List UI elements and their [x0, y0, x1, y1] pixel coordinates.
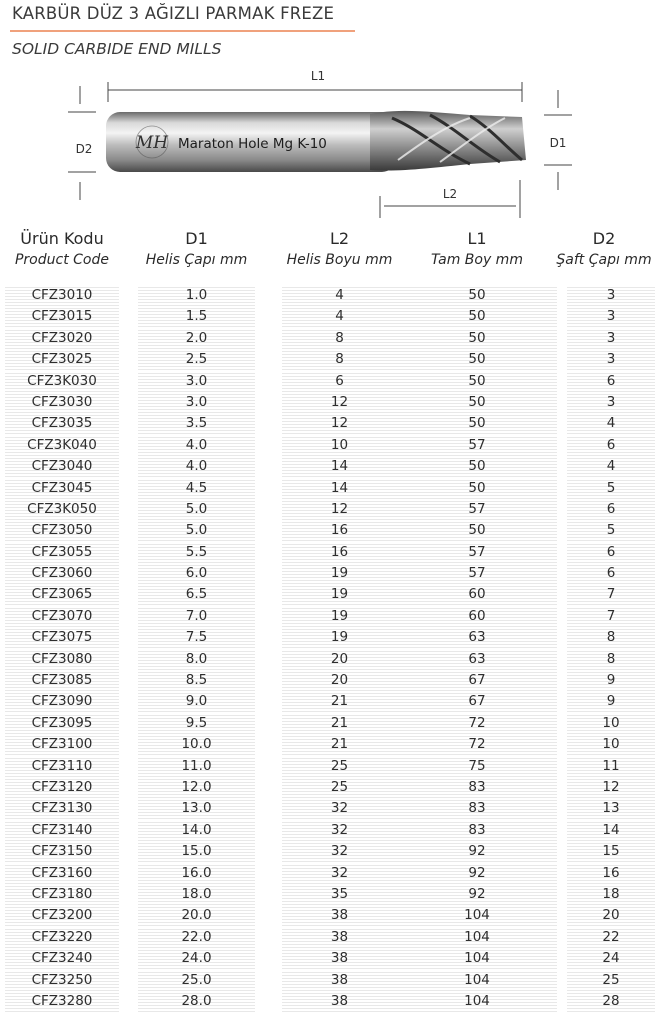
l1-cell: 50: [397, 520, 557, 541]
table-row: [0, 413, 655, 434]
d2-cell: 10: [567, 734, 655, 755]
product-code-cell: CFZ3100: [5, 734, 119, 755]
l2-cell: 8: [282, 349, 397, 370]
l1-cell: 92: [397, 884, 557, 905]
product-code-cell: CFZ3K050: [5, 499, 119, 520]
l1-cell: 50: [397, 328, 557, 349]
product-code-cell: CFZ3055: [5, 542, 119, 563]
l1-cell: 50: [397, 456, 557, 477]
d1-cell: 24.0: [138, 948, 255, 969]
table-row: [0, 285, 655, 306]
d1-cell: 4.0: [138, 435, 255, 456]
l1-cell: 104: [397, 905, 557, 926]
product-code-cell: CFZ3040: [5, 456, 119, 477]
d2-cell: 28: [567, 991, 655, 1012]
product-code-cell: CFZ3200: [5, 905, 119, 926]
d1-cell: 5.0: [138, 520, 255, 541]
d2-cell: 3: [567, 392, 655, 413]
d1-cell: 3.0: [138, 371, 255, 392]
table-row: [0, 905, 655, 926]
l2-cell: 19: [282, 563, 397, 584]
d2-cell: 3: [567, 328, 655, 349]
l2-cell: 25: [282, 777, 397, 798]
table-row: [0, 606, 655, 627]
l2-cell: 12: [282, 392, 397, 413]
l2-cell: 38: [282, 905, 397, 926]
d1-cell: 7.0: [138, 606, 255, 627]
d1-cell: 16.0: [138, 863, 255, 884]
d1-cell: 2.5: [138, 349, 255, 370]
product-code-cell: CFZ3085: [5, 670, 119, 691]
l1-label: L1: [310, 69, 326, 83]
d1-cell: 1.0: [138, 285, 255, 306]
end-mill-diagram: [0, 60, 655, 230]
d2-cell: 7: [567, 584, 655, 605]
l1-cell: 63: [397, 649, 557, 670]
table-row: [0, 563, 655, 584]
table-row: [0, 499, 655, 520]
l2-cell: 35: [282, 884, 397, 905]
d2-cell: 5: [567, 520, 655, 541]
l2-cell: 14: [282, 456, 397, 477]
product-code-cell: CFZ3120: [5, 777, 119, 798]
l1-cell: 72: [397, 713, 557, 734]
d1-cell: 15.0: [138, 841, 255, 862]
l2-cell: 21: [282, 713, 397, 734]
d2-cell: 3: [567, 349, 655, 370]
table-row: [0, 456, 655, 477]
l1-cell: 60: [397, 584, 557, 605]
d2-cell: 3: [567, 306, 655, 327]
l2-cell: 14: [282, 478, 397, 499]
product-code-cell: CFZ3110: [5, 756, 119, 777]
product-code-cell: CFZ3045: [5, 478, 119, 499]
product-code-cell: CFZ3250: [5, 970, 119, 991]
l2-cell: 32: [282, 798, 397, 819]
page-subtitle: SOLID CARBIDE END MILLS: [12, 40, 222, 58]
d2-cell: 6: [567, 563, 655, 584]
l1-cell: 57: [397, 435, 557, 456]
product-code-cell: CFZ3035: [5, 413, 119, 434]
d2-cell: 13: [567, 798, 655, 819]
d2-cell: 6: [567, 371, 655, 392]
table-row: [0, 927, 655, 948]
table-row: [0, 691, 655, 712]
l2-cell: 38: [282, 970, 397, 991]
l1-cell: 57: [397, 563, 557, 584]
d1-cell: 3.0: [138, 392, 255, 413]
d2-cell: 3: [567, 285, 655, 306]
d2-cell: 18: [567, 884, 655, 905]
table-row: [0, 777, 655, 798]
title-underline: [10, 30, 355, 32]
l1-cell: 72: [397, 734, 557, 755]
table-row: [0, 713, 655, 734]
d1-cell: 12.0: [138, 777, 255, 798]
d1-cell: 5.5: [138, 542, 255, 563]
d1-cell: 6.0: [138, 563, 255, 584]
l2-cell: 12: [282, 413, 397, 434]
d2-cell: 25: [567, 970, 655, 991]
product-code-cell: CFZ3020: [5, 328, 119, 349]
l2-cell: 38: [282, 991, 397, 1012]
table-row: [0, 734, 655, 755]
table-row: [0, 392, 655, 413]
product-code-cell: CFZ3095: [5, 713, 119, 734]
product-code-cell: CFZ3030: [5, 392, 119, 413]
l1-cell: 67: [397, 691, 557, 712]
d1-cell: 2.0: [138, 328, 255, 349]
d1-cell: 22.0: [138, 927, 255, 948]
l1-cell: 92: [397, 841, 557, 862]
l1-cell: 104: [397, 927, 557, 948]
d1-cell: 8.0: [138, 649, 255, 670]
l1-cell: 92: [397, 863, 557, 884]
product-code-cell: CFZ3130: [5, 798, 119, 819]
d1-cell: 9.0: [138, 691, 255, 712]
header-product-code: Ürün Kodu Product Code: [14, 229, 109, 268]
l1-cell: 50: [397, 371, 557, 392]
product-code-cell: CFZ3140: [5, 820, 119, 841]
product-code-cell: CFZ3075: [5, 627, 119, 648]
header-l2: L2 Helis Boyu mm: [286, 229, 393, 268]
l2-cell: 19: [282, 627, 397, 648]
product-code-cell: CFZ3090: [5, 691, 119, 712]
table-row: [0, 478, 655, 499]
l1-cell: 50: [397, 349, 557, 370]
l2-cell: 4: [282, 285, 397, 306]
table-row: [0, 627, 655, 648]
l2-cell: 16: [282, 520, 397, 541]
table-row: [0, 756, 655, 777]
d2-cell: 6: [567, 499, 655, 520]
d1-cell: 10.0: [138, 734, 255, 755]
l2-cell: 21: [282, 734, 397, 755]
l1-cell: 50: [397, 306, 557, 327]
l1-cell: 104: [397, 948, 557, 969]
d2-cell: 20: [567, 905, 655, 926]
product-code-cell: CFZ3280: [5, 991, 119, 1012]
table-row: [0, 798, 655, 819]
page-title: KARBÜR DÜZ 3 AĞIZLI PARMAK FREZE: [12, 4, 335, 23]
table-header: [0, 228, 655, 284]
product-code-cell: CFZ3065: [5, 584, 119, 605]
d2-cell: 4: [567, 413, 655, 434]
product-code-cell: CFZ3060: [5, 563, 119, 584]
header-l1: L1 Tam Boy mm: [431, 229, 523, 268]
d2-cell: 24: [567, 948, 655, 969]
l2-cell: 8: [282, 328, 397, 349]
table-row: [0, 884, 655, 905]
svg-text:MH: MH: [135, 133, 169, 153]
d1-cell: 1.5: [138, 306, 255, 327]
d2-cell: 7: [567, 606, 655, 627]
product-code-cell: CFZ3240: [5, 948, 119, 969]
d1-cell: 20.0: [138, 905, 255, 926]
product-code-cell: CFZ3K040: [5, 435, 119, 456]
l1-cell: 57: [397, 499, 557, 520]
l2-cell: 32: [282, 820, 397, 841]
d2-cell: 6: [567, 542, 655, 563]
table-row: [0, 435, 655, 456]
table-row: [0, 841, 655, 862]
l2-cell: 32: [282, 841, 397, 862]
d1-cell: 8.5: [138, 670, 255, 691]
table-row: [0, 863, 655, 884]
table-row: [0, 991, 655, 1012]
table-row: [0, 970, 655, 991]
table-row: [0, 349, 655, 370]
d2-cell: 9: [567, 691, 655, 712]
l1-cell: 104: [397, 970, 557, 991]
l1-cell: 50: [397, 392, 557, 413]
product-code-cell: CFZ3050: [5, 520, 119, 541]
d2-cell: 8: [567, 627, 655, 648]
l2-cell: 16: [282, 542, 397, 563]
l1-cell: 104: [397, 991, 557, 1012]
tool-marking-text: Maraton Hole Mg K-10: [178, 136, 327, 152]
d2-cell: 4: [567, 456, 655, 477]
l2-cell: 25: [282, 756, 397, 777]
l2-cell: 12: [282, 499, 397, 520]
product-code-cell: CFZ3025: [5, 349, 119, 370]
l2-cell: 20: [282, 649, 397, 670]
table-row: [0, 542, 655, 563]
d1-cell: 4.0: [138, 456, 255, 477]
l1-cell: 63: [397, 627, 557, 648]
l2-cell: 4: [282, 306, 397, 327]
product-code-cell: CFZ3070: [5, 606, 119, 627]
d1-cell: 25.0: [138, 970, 255, 991]
l2-cell: 21: [282, 691, 397, 712]
d1-cell: 18.0: [138, 884, 255, 905]
product-code-cell: CFZ3180: [5, 884, 119, 905]
d2-cell: 10: [567, 713, 655, 734]
product-code-cell: CFZ3015: [5, 306, 119, 327]
d2-cell: 8: [567, 649, 655, 670]
l2-cell: 20: [282, 670, 397, 691]
l1-cell: 50: [397, 478, 557, 499]
d1-cell: 6.5: [138, 584, 255, 605]
table-row: [0, 328, 655, 349]
product-code-cell: CFZ3080: [5, 649, 119, 670]
l1-cell: 83: [397, 820, 557, 841]
l2-cell: 38: [282, 948, 397, 969]
table-row: [0, 649, 655, 670]
l1-cell: 75: [397, 756, 557, 777]
product-code-cell: CFZ3150: [5, 841, 119, 862]
table-row: [0, 670, 655, 691]
d1-cell: 14.0: [138, 820, 255, 841]
l2-cell: 19: [282, 584, 397, 605]
d1-cell: 5.0: [138, 499, 255, 520]
l1-cell: 60: [397, 606, 557, 627]
d1-cell: 28.0: [138, 991, 255, 1012]
table-row: [0, 306, 655, 327]
d2-cell: 15: [567, 841, 655, 862]
d1-cell: 4.5: [138, 478, 255, 499]
l1-cell: 83: [397, 798, 557, 819]
table-row: [0, 520, 655, 541]
l2-label: L2: [442, 187, 458, 201]
product-code-cell: CFZ3160: [5, 863, 119, 884]
d1-cell: 3.5: [138, 413, 255, 434]
d1-label: D1: [549, 136, 567, 150]
l1-cell: 57: [397, 542, 557, 563]
d2-cell: 11: [567, 756, 655, 777]
d1-cell: 7.5: [138, 627, 255, 648]
l2-cell: 19: [282, 606, 397, 627]
d2-cell: 9: [567, 670, 655, 691]
d1-cell: 9.5: [138, 713, 255, 734]
table-row: [0, 584, 655, 605]
d1-cell: 11.0: [138, 756, 255, 777]
d2-cell: 6: [567, 435, 655, 456]
d2-label: D2: [75, 142, 93, 156]
d2-cell: 12: [567, 777, 655, 798]
table-row: [0, 371, 655, 392]
product-code-cell: CFZ3010: [5, 285, 119, 306]
table-body: [0, 285, 655, 1012]
product-code-cell: CFZ3K030: [5, 371, 119, 392]
l1-cell: 67: [397, 670, 557, 691]
l2-cell: 6: [282, 371, 397, 392]
d2-cell: 22: [567, 927, 655, 948]
d2-cell: 14: [567, 820, 655, 841]
table-row: [0, 948, 655, 969]
l1-cell: 83: [397, 777, 557, 798]
product-code-cell: CFZ3220: [5, 927, 119, 948]
d2-cell: 5: [567, 478, 655, 499]
table-row: [0, 820, 655, 841]
product-table: [0, 228, 655, 1012]
header-d1: D1 Helis Çapı mm: [145, 229, 248, 268]
d1-cell: 13.0: [138, 798, 255, 819]
header-d2: D2 Şaft Çapı mm: [556, 229, 652, 268]
l1-cell: 50: [397, 413, 557, 434]
l1-cell: 50: [397, 285, 557, 306]
l2-cell: 32: [282, 863, 397, 884]
d2-cell: 16: [567, 863, 655, 884]
l2-cell: 38: [282, 927, 397, 948]
l2-cell: 10: [282, 435, 397, 456]
